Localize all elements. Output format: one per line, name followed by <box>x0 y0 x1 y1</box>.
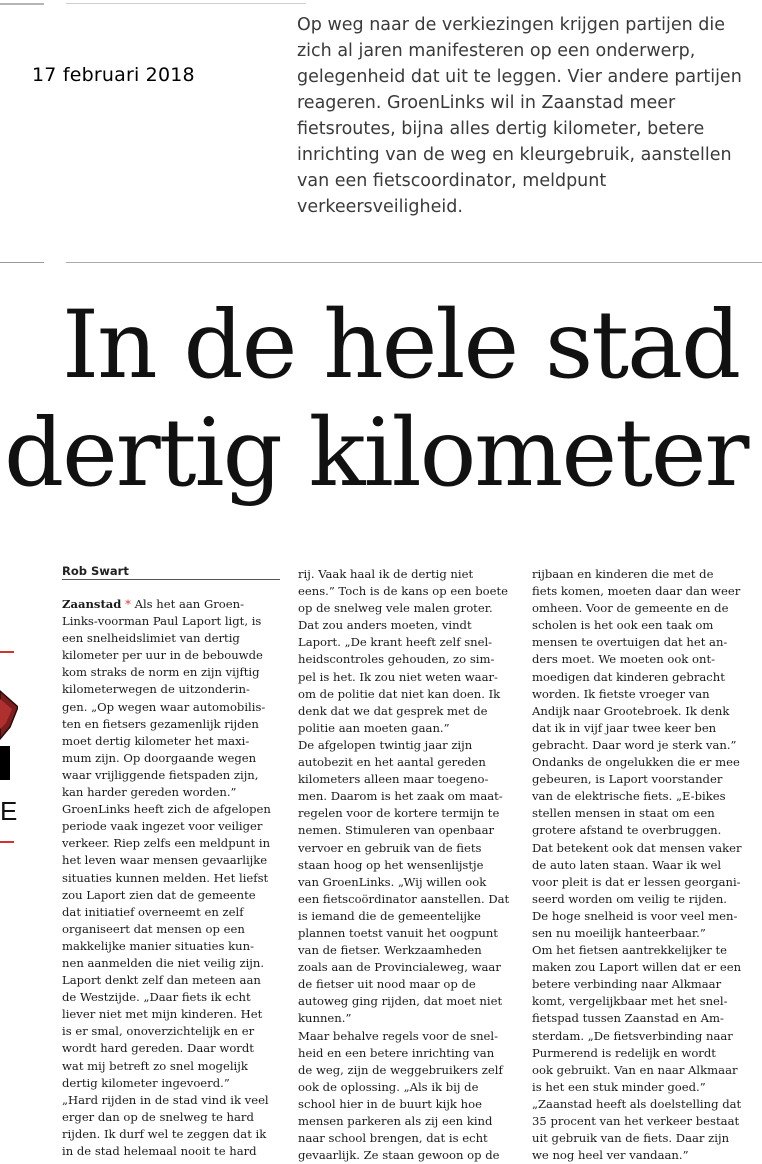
column-1-line: verkeer. Riep zelfs een meldpunt in <box>62 836 271 851</box>
column-2-line: Dat zou anders moeten, vindt <box>298 618 472 633</box>
column-3-line: ders moet. We moeten ook ont- <box>532 652 716 667</box>
column-2-line: autoweg ging rijden, dat moet niet <box>298 994 503 1009</box>
column-3-line: ook gebruikt. Van en naar Alkmaar <box>532 1062 738 1077</box>
column-1-line: een snelheidslimiet van dertig <box>62 631 240 646</box>
column-3-line: de auto laten staan. Waar ik wel <box>532 857 722 872</box>
column-1-line: makkelijke manier situaties kun- <box>62 938 255 953</box>
column-3-line: gebeuren, is Laport voorstander <box>532 772 723 787</box>
intro-line: van een fietscoordinator, meldpunt <box>297 171 607 191</box>
column-3-line: maken zou Laport willen dat er een <box>532 960 742 975</box>
column-2-line: eens.” Toch is de kans op een boete <box>298 584 508 599</box>
section-rule-right <box>66 262 762 263</box>
headline-line-2: dertig kilometer <box>4 399 748 508</box>
column-3-line: is het een stuk minder goed.” <box>532 1079 706 1094</box>
column-1-line: kilometer per uur in de bebouwde <box>62 648 263 663</box>
column-1-line: ten en fietsers gezamenlijk rijden <box>62 716 259 731</box>
column-1-body <box>62 613 284 1160</box>
column-1-line: wat mij betreft zo snel mogelijk <box>62 1058 248 1073</box>
column-1-line: moet dertig kilometer het maxi- <box>62 733 250 748</box>
left-fragment-red-rule-2 <box>0 841 14 843</box>
left-fragment-bar <box>0 746 10 780</box>
column-3-line: mensen te overtuigen dat het an- <box>532 635 728 650</box>
byline: Rob Swart <box>62 564 129 578</box>
intro-line: gelegenheid dat uit te leggen. Vier andere partijen <box>297 67 742 87</box>
column-1-line: mum zijn. Op doorgaande wegen <box>62 750 257 765</box>
column-3-line: moedigen dat kinderen gebracht <box>532 669 725 684</box>
column-3-line: 35 procent van het verkeer bestaat <box>532 1114 740 1128</box>
top-rule-left <box>0 3 44 5</box>
column-3-line: Purmerend is redelijk en wordt <box>532 1045 716 1060</box>
column-2-line: zoals aan de Provincialeweg, waar <box>298 960 501 975</box>
column-2-line: de fietser uit nood maar op de <box>298 977 476 992</box>
column-2-line: de weg, zijn de weggebruikers zelf <box>298 1062 503 1077</box>
intro-line: Op weg naar de verkiezingen krijgen partijen die <box>297 15 726 35</box>
column-1-line: is er smal, onoverzichtelijk en er <box>62 1024 255 1039</box>
column-1-line: liever niet met mijn kinderen. Het <box>62 1007 263 1022</box>
column-2-line: kilometers alleen maar toegeno- <box>298 772 489 787</box>
date-stamp: 17 februari 2018 <box>32 64 195 86</box>
column-1-line: zou Laport zien dat de gemeente <box>62 887 256 902</box>
column-1-line: waar vrijliggende fietspaden zijn, <box>62 767 259 782</box>
top-rule-right <box>66 3 306 4</box>
column-2-line: staan hoog op het wensenlijstje <box>298 857 484 872</box>
column-1-line: Links-voorman Paul Laport ligt, is <box>62 614 262 629</box>
column-2-line: Maar behalve regels voor de snel- <box>298 1028 499 1043</box>
column-2-line: naar school brengen, dat is echt <box>298 1131 488 1146</box>
article-column-1 <box>62 596 284 1160</box>
column-2-line: pel is het. Ik zou niet weten waar- <box>298 669 498 684</box>
dateline-marker: * <box>125 597 131 611</box>
intro-text <box>297 12 747 220</box>
column-3-line: fietspad tussen Zaanstad en Am- <box>532 1011 724 1026</box>
column-1-line: kan harder gereden worden.” <box>62 785 237 800</box>
column-2-line: vervoer en gebruik van de fiets <box>298 840 482 855</box>
column-3-line: gebracht. Daar word je sterk van.” <box>532 737 737 752</box>
column-1-line: kilometerwegen de uitzonderin- <box>62 682 250 697</box>
column-1-line: GroenLinks heeft zich de afgelopen <box>62 802 271 817</box>
section-rule-left <box>0 262 44 263</box>
column-3-line: stellen mensen in staat om een <box>532 806 715 821</box>
intro-line: zich al jaren manifesteren op een onderwerp, <box>297 41 696 61</box>
column-1-line: het leven waar mensen gevaarlijke <box>62 853 268 868</box>
intro-line: inrichting van de weg en kleurgebruik, aanstellen <box>297 145 732 165</box>
column-1-line: gen. „Op wegen waar automobilis- <box>62 699 266 714</box>
column-3-line: sterdam. „De fietsverbinding naar <box>532 1028 733 1043</box>
column-1-line: organiseert dat mensen op een <box>62 921 245 936</box>
column-2-line: om de politie dat niet kan doen. Ik <box>298 686 501 701</box>
column-3-line: Om het fietsen aantrekkelijker te <box>532 943 727 958</box>
column-3-line: betere verbinding naar Alkmaar <box>532 977 722 992</box>
column-2-line: regelen voor de kortere termijn te <box>298 806 500 821</box>
column-2-line: politie aan moeten gaan.” <box>298 720 450 735</box>
column-3-line: komt, vergelijkbaar met het snel- <box>532 994 728 1009</box>
column-2-line: Laport. „De krant heeft zelf snel- <box>298 635 493 650</box>
column-2-line: men. Daarom is het zaak om maat- <box>298 789 503 804</box>
column-2-line: van GroenLinks. „Wij willen ook <box>298 874 487 889</box>
column-2-line: is iemand die de gemeentelijke <box>298 908 481 923</box>
column-3-line: voor pleit is dat er lessen georgani- <box>532 874 741 889</box>
column-3-line: fiets komen, moeten daar dan weer <box>532 584 741 599</box>
dateline: Zaanstad <box>62 597 122 611</box>
column-3-line: omheen. Voor de gemeente en de <box>532 601 729 616</box>
article-column-2 <box>298 566 522 1164</box>
column-2-line: ook de oplossing. „Als ik bij de <box>298 1079 479 1094</box>
column-1-line: rijden. Ik durf wel te zeggen dat ik <box>62 1126 267 1141</box>
intro-line: fietsroutes, bijna alles dertig kilometer, betere <box>297 119 705 139</box>
column-3-line: uit gebruik van de fiets. Daar zijn <box>532 1131 730 1146</box>
column-1-line: erger dan op de snelweg te hard <box>62 1109 254 1124</box>
column-3-line: rijbaan en kinderen die met de <box>532 567 714 581</box>
column-1-line: Laport denkt zelf dan meteen aan <box>62 973 261 988</box>
column-3-line: we nog heel ver vandaan.” <box>532 1148 689 1163</box>
column-2-line: heidscontroles gehouden, zo sim- <box>298 652 495 667</box>
column-1-line: periode vaak ingezet voor veiliger <box>62 819 263 834</box>
column-2-line: een fietscoördinator aanstellen. Dat <box>298 891 510 906</box>
left-fragment-letter: E <box>0 796 18 826</box>
intro-line: reageren. GroenLinks wil in Zaanstad meer <box>297 93 676 113</box>
column-1-line: dat initiatief overneemt en zelf <box>62 904 244 919</box>
column-1-line: de Westzijde. „Daar fiets ik echt <box>62 990 251 1005</box>
column-3-line: worden. Ik fietste vroeger van <box>532 686 710 701</box>
column-1-line: nen aanmelden die niet veilig zijn. <box>62 955 265 970</box>
column-3-line: dat ik in vijf jaar twee keer ben <box>532 720 717 735</box>
column-1-lead-text: Als het aan Groen- <box>130 597 244 611</box>
column-2-line: op de snelweg vele malen groter. <box>298 601 493 616</box>
column-1-line: wordt hard gereden. Daar wordt <box>62 1041 254 1056</box>
column-3-line: grotere afstand te overbruggen. <box>532 823 722 838</box>
column-2-line: kunnen.” <box>298 1011 352 1026</box>
column-3-line: Andijk naar Grootebroek. Ik denk <box>532 703 730 718</box>
column-2-line: plannen toetst vanuit het oogpunt <box>298 925 498 940</box>
column-3-line: sen nu moeilijk hanteerbaar.” <box>532 925 706 940</box>
intro-line: verkeersveiligheid. <box>297 197 463 217</box>
left-fragment-red-rule <box>0 651 14 653</box>
column-2-line: mensen parkeren als zij een kind <box>298 1114 493 1128</box>
column-3-line: scholen is het ook een taak om <box>532 618 714 633</box>
column-3-line: De hoge snelheid is voor veel men- <box>532 908 738 923</box>
column-1-line: situaties kunnen melden. Het liefst <box>62 870 269 885</box>
column-2-line: rij. Vaak haal ik de dertig niet <box>298 567 474 581</box>
byline-rule <box>62 579 280 580</box>
column-3-line: Dat betekent ook dat mensen vaker <box>532 840 742 855</box>
left-fragment-graphic <box>0 689 18 743</box>
column-3-line: van de elektrische fiets. „E-bikes <box>532 789 726 804</box>
column-2-line: gevaarlijk. Ze staan gewoon op de <box>298 1148 500 1163</box>
column-2-line: van de fietser. Werkzaamheden <box>298 943 482 958</box>
column-1-lead-line <box>62 596 284 613</box>
column-2-line: nemen. Stimuleren van openbaar <box>298 823 495 838</box>
column-3-line: seerd worden om veilig te rijden. <box>532 891 727 906</box>
column-1-line: in de stad helemaal nooit te hard <box>62 1144 257 1158</box>
column-2-line: heid en een betere inrichting van <box>298 1045 495 1060</box>
column-2-line: school hier in de buurt kijk hoe <box>298 1096 482 1111</box>
headline-line-1: In de hele stad <box>62 291 740 400</box>
column-1-line: dertig kilometer ingevoerd.” <box>62 1075 230 1090</box>
article-column-3 <box>532 566 756 1164</box>
column-2-line: De afgelopen twintig jaar zijn <box>298 737 473 752</box>
column-2-line: denk dat we dat gesprek met de <box>298 703 488 718</box>
column-3-line: „Zaanstad heeft als doelstelling dat <box>532 1096 742 1111</box>
column-2-line: autobezit en het aantal gereden <box>298 755 486 770</box>
column-1-line: kom straks de norm en zijn vijftig <box>62 665 260 680</box>
column-1-line: „Hard rijden in de stad vind ik veel <box>62 1092 269 1107</box>
column-3-line: Ondanks de ongelukken die er mee <box>532 755 740 770</box>
